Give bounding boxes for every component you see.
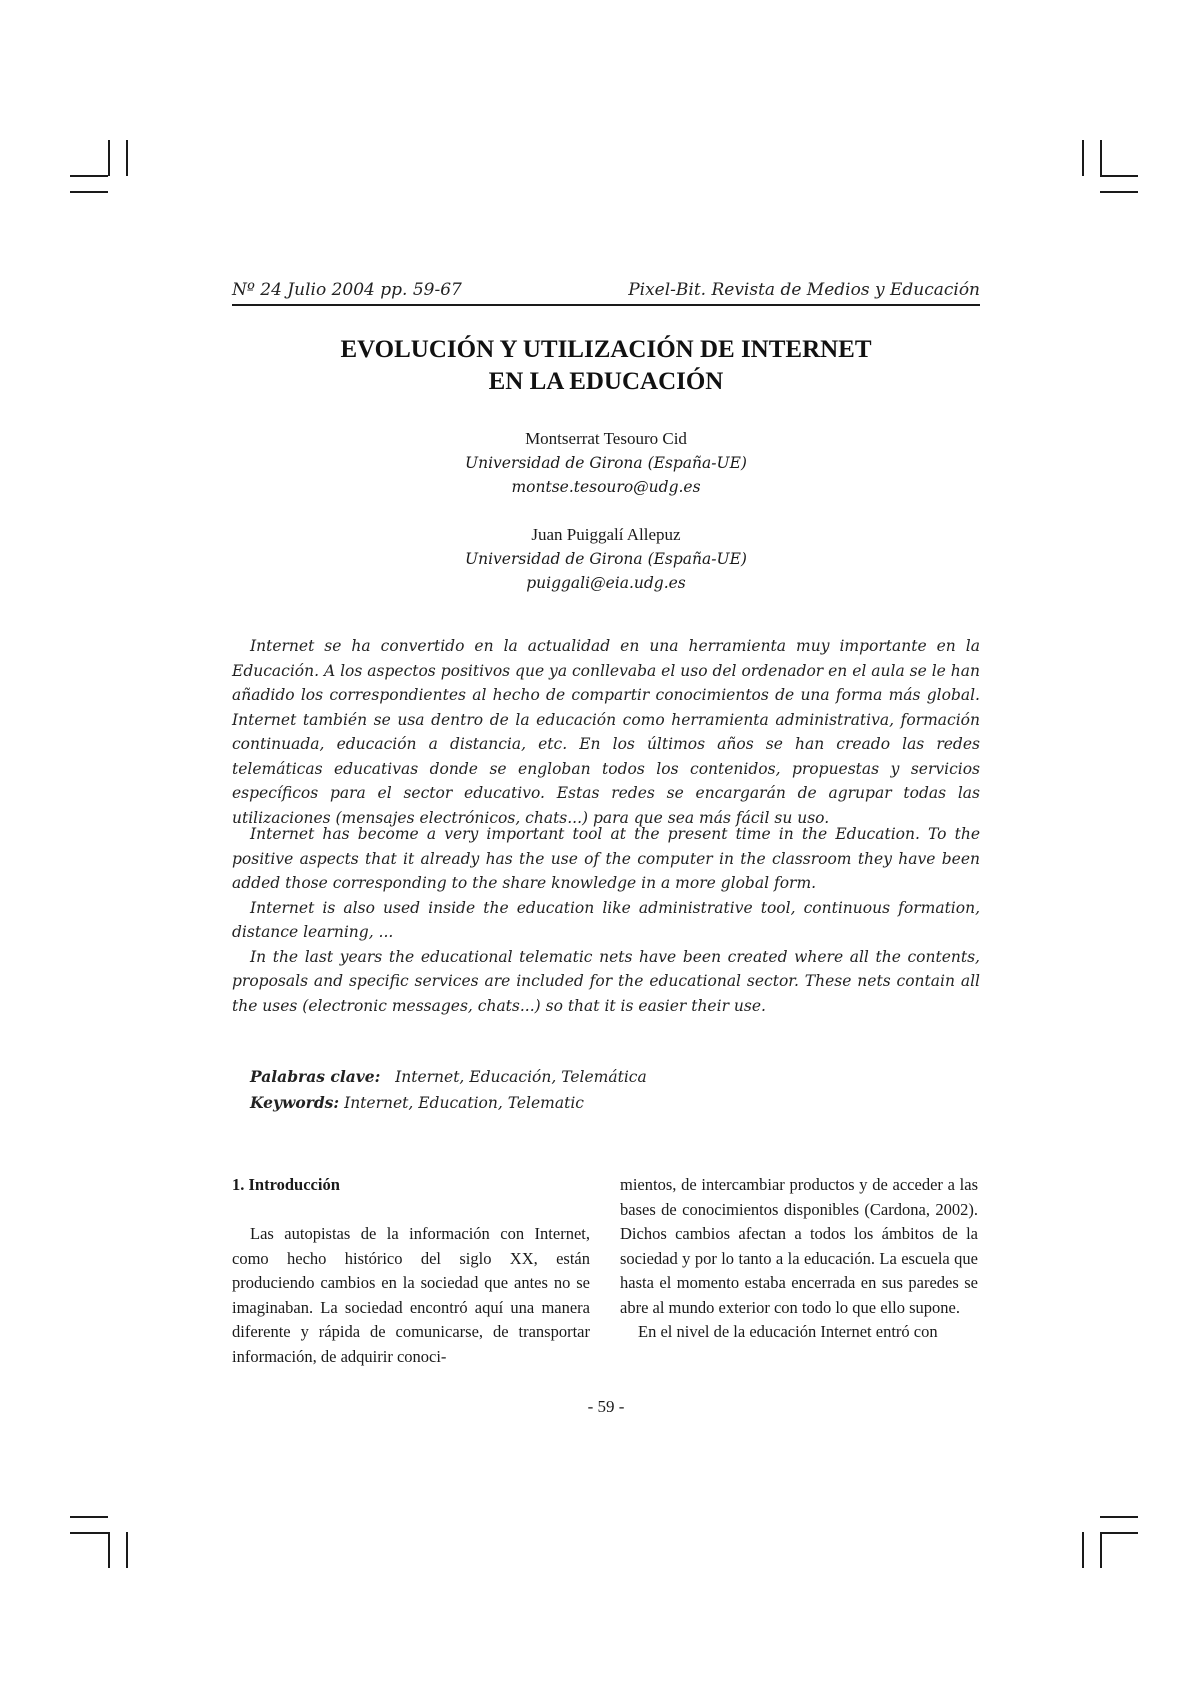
- body-paragraph: mientos, de intercambiar productos y de acceder a las bases de conocimientos disponibles (Cardona, 2002). Dichos cambios afectan a todos los ámbitos de la sociedad y por lo tanto a la educación. La escuela que hasta el momento estaba encerrada en sus paredes se abre al mundo exterior con todo lo que ello supone.: [620, 1175, 978, 1317]
- keywords-english-value: Internet, Education, Telematic: [344, 1094, 584, 1112]
- author-name: Juan Puiggalí Allepuz: [531, 525, 681, 544]
- body-column-left: [232, 1173, 590, 1369]
- abstract-spanish: [232, 634, 980, 830]
- author-list: [232, 427, 980, 619]
- keywords-english: [232, 1090, 980, 1116]
- author-affiliation: Universidad de Girona (España-UE): [465, 454, 747, 472]
- abstract-english-p2: Internet is also used inside the education like administrative tool, continuous formation, distance learning, ...: [232, 898, 980, 941]
- abstract-english: [232, 822, 980, 1018]
- title-line-1: EVOLUCIÓN Y UTILIZACIÓN DE INTERNET: [340, 336, 872, 363]
- keywords-spanish-value: Internet, Educación, Telemática: [395, 1068, 647, 1086]
- author-1: [232, 427, 980, 499]
- keywords-english-label: Keywords:: [250, 1093, 340, 1112]
- body-paragraph: En el nivel de la educación Internet entró con: [638, 1322, 938, 1341]
- paper-title: [232, 334, 980, 398]
- title-line-2: EN LA EDUCACIÓN: [488, 368, 724, 395]
- keywords-block: [232, 1064, 980, 1116]
- author-2: [232, 523, 980, 595]
- body-column-right: [620, 1173, 978, 1345]
- author-email: puiggali@eia.udg.es: [526, 574, 686, 592]
- issue-info: Nº 24 Julio 2004 pp. 59-67: [232, 280, 462, 300]
- author-email: montse.tesouro@udg.es: [511, 478, 701, 496]
- abstract-english-p3: In the last years the educational telematic nets have been created where all the contents, proposals and specific services are included for the educational sector. These nets contain all the uses (electronic messages, chats...) so that it is easier their use.: [232, 947, 980, 1015]
- section-heading: 1. Introducción: [232, 1175, 340, 1194]
- keywords-spanish-label: Palabras clave:: [250, 1067, 381, 1086]
- author-affiliation: Universidad de Girona (España-UE): [465, 550, 747, 568]
- abstract-english-p1: Internet has become a very important tool at the present time in the Education. To the positive aspects that it already has the use of the computer in the classroom they have been added those corresponding to the share knowledge in a more global form.: [232, 825, 980, 892]
- body-paragraph: Las autopistas de la información con Internet, como hecho histórico del siglo XX, están produciendo cambios en la sociedad que antes no se imaginaban. La sociedad encontró aquí una manera diferente y rápida de comunicarse, de transportar información, de adquirir conoci-: [232, 1224, 590, 1366]
- running-header: [232, 280, 980, 306]
- journal-name: Pixel-Bit. Revista de Medios y Educación: [628, 280, 980, 300]
- abstract-spanish-text: Internet se ha convertido en la actualidad en una herramienta muy importante en la Educación. A los aspectos positivos que ya conllevaba el uso del ordenador en el aula se le han añadido los correspondientes al hecho de compartir conocimientos de una forma más global. Internet también se usa dentro de la educación como herramienta administrativa, formación continuada, educación a distancia, etc. En los últimos años se han creado las redes telemáticas educativas donde se engloban todos los contenidos, propuestas y servicios específicos para el sector educativo. Estas redes se encargarán de agrupar todas las utilizaciones (mensajes electrónicos, chats...) para que sea más fácil su uso.: [232, 637, 980, 827]
- page-number: - 59 -: [587, 1397, 625, 1416]
- keywords-spanish: [232, 1064, 980, 1090]
- author-name: Montserrat Tesouro Cid: [525, 429, 687, 448]
